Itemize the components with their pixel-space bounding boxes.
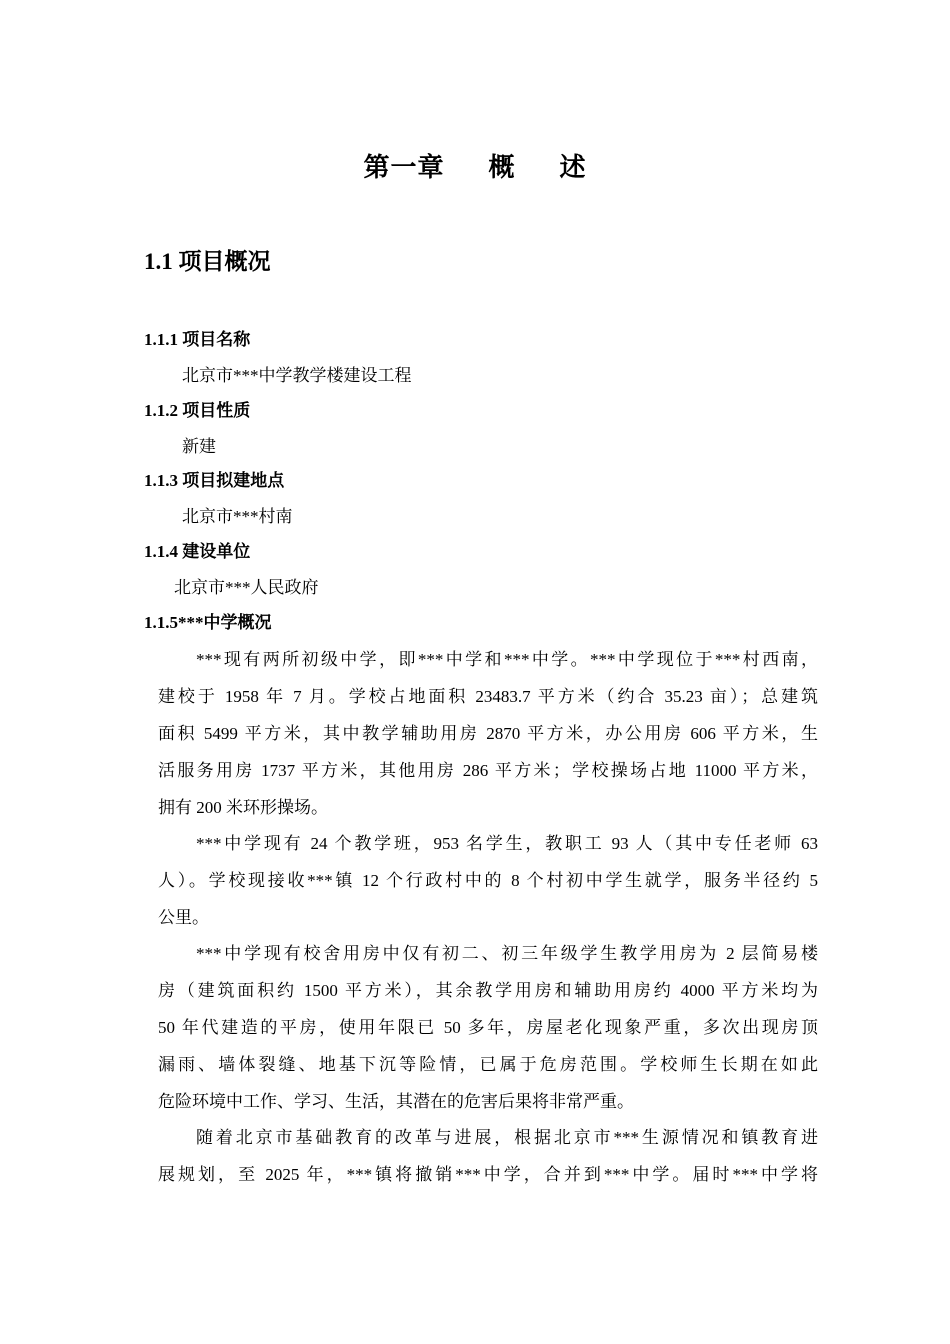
paragraph-line: 公里。 [158,908,209,927]
paragraph-line: 拥有 200 米环形操场。 [158,798,328,817]
chapter-title-part2: 述 [559,153,587,182]
item-value-nature: 新建 [182,437,216,456]
chapter-title-part1: 概 [488,153,516,182]
section-title: 1.1 项目概况 [144,249,271,274]
paragraph-line: 房（建筑面积约 1500 平方米），其余教学用房和辅助用房约 4000 平方米均为 [158,981,818,1000]
paragraph-line: 漏雨、墙体裂缝、地基下沉等险情，已属于危房范围。学校师生长期在如此 [158,1055,818,1074]
paragraph-2 [158,825,818,936]
paragraph-line: 人）。学校现接收***镇 12 个行政村中的 8 个村初中学生就学，服务半径约 5 [158,871,818,890]
item-heading-overview: 1.1.5***中学概况 [144,613,272,632]
paragraph-1 [158,641,818,826]
paragraph-line: 建校于 1958 年 7 月。学校占地面积 23483.7 平方米（约合 35.23 亩）；总建筑 [158,687,818,706]
item-value-location: 北京市***村南 [182,507,293,526]
item-heading-name: 1.1.1 项目名称 [144,330,251,349]
paragraph-line: 活服务用房 1737 平方米，其他用房 286 平方米；学校操场占地 11000 平方米， [158,761,818,780]
paragraph-line: ***中学现有校舍用房中仅有初二、初三年级学生教学用房为 2 层简易楼 [196,944,818,963]
item-heading-location: 1.1.3 项目拟建地点 [144,471,285,490]
paragraph-line: ***中学现有 24 个教学班，953 名学生，教职工 93 人（其中专任老师 63 [196,834,818,853]
paragraph-line: 面积 5499 平方米，其中教学辅助用房 2870 平方米，办公用房 606 平方米，生 [158,724,818,743]
paragraph-4 [158,1119,818,1193]
item-heading-nature: 1.1.2 项目性质 [144,401,251,420]
paragraph-line: 50 年代建造的平房，使用年限已 50 多年，房屋老化现象严重，多次出现房顶 [158,1018,818,1037]
item-value-name: 北京市***中学教学楼建设工程 [182,366,412,385]
paragraph-line: ***现有两所初级中学，即***中学和***中学。***中学现位于***村西南， [196,650,818,669]
paragraph-line: 危险环境中工作、学习、生活，其潜在的危害后果将非常严重。 [158,1092,634,1111]
item-heading-unit: 1.1.4 建设单位 [144,542,251,561]
chapter-title [0,148,950,188]
item-value-unit: 北京市***人民政府 [174,578,319,597]
paragraph-line: 随着北京市基础教育的改革与进展，根据北京市***生源情况和镇教育进 [196,1128,818,1147]
chapter-label: 第一章 [363,153,445,182]
paragraph-3 [158,935,818,1120]
paragraph-line: 展规划，至 2025 年，***镇将撤销***中学，合并到***中学。届时***中学将 [158,1165,818,1184]
